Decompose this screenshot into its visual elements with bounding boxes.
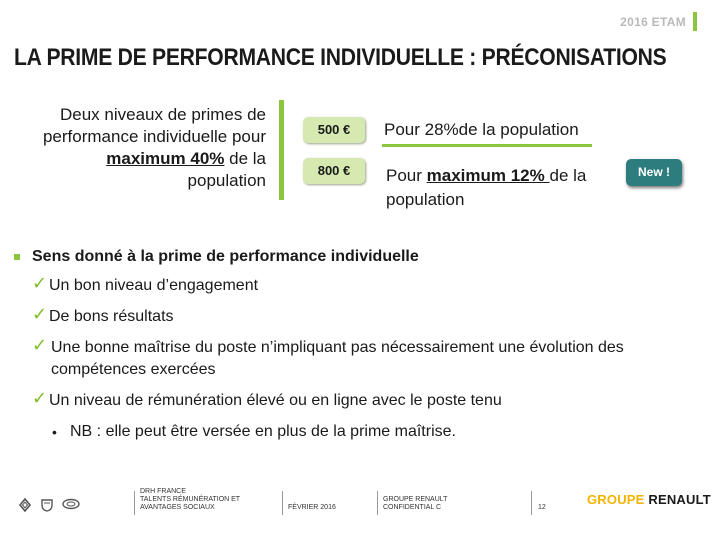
footer-department — [140, 488, 240, 512]
level1-text — [384, 120, 579, 140]
brand-part1: GROUPE — [587, 492, 645, 507]
badge-label: 2016 ETAM — [620, 15, 686, 29]
section-heading-text: Sens donné à la prime de performance individuelle — [32, 248, 419, 265]
dot-bullet-icon: • — [52, 424, 57, 440]
footer-dept-line2: TALENTS RÉMUNÉRATION ET — [140, 496, 241, 503]
level1-underline — [382, 144, 592, 147]
list-item-text: Un niveau de rémunération élevé ou en ligne avec le poste tenu — [49, 392, 502, 409]
renault-diamond-icon — [18, 498, 32, 512]
bullet-section — [12, 248, 702, 443]
footer-conf-line2: CONFIDENTIAL C — [383, 504, 442, 511]
badge-bar — [693, 12, 697, 31]
section-heading — [12, 248, 702, 266]
checkmark-icon: ✓ — [32, 273, 48, 294]
level2-text2: de la population — [386, 166, 587, 209]
brand-part2: RENAULT — [644, 492, 711, 507]
list-item-text: Un bon niveau d’engagement — [49, 277, 259, 294]
footer-dept-line3: AVANTAGES SOCIAUX — [140, 504, 215, 511]
nb-item — [12, 421, 702, 443]
footer-sep-4 — [531, 491, 532, 515]
amount-500-box: 500 € — [303, 117, 365, 143]
checkmark-icon: ✓ — [32, 304, 48, 325]
checkmark-icon: ✓ — [32, 335, 48, 356]
intro-bold: maximum 40% — [106, 149, 225, 168]
intro-text — [36, 104, 266, 192]
level2-text1: Pour — [386, 166, 427, 185]
footer-sep-3 — [377, 491, 378, 515]
level2-text — [386, 164, 616, 212]
level1-text1: Pour 28% — [384, 120, 459, 139]
level1-text2: de la population — [458, 120, 579, 139]
checkmark-icon: ✓ — [32, 388, 48, 409]
amount-800-box: 800 € — [303, 158, 365, 184]
list-item — [12, 337, 702, 381]
footer-sep-2 — [282, 491, 283, 515]
footer-page-number: 12 — [538, 504, 546, 511]
list-item-text: De bons résultats — [49, 308, 174, 325]
new-button[interactable]: New ! — [626, 159, 682, 186]
footer-confidential — [383, 496, 447, 512]
footer-dept-line1: DRH FRANCE — [140, 488, 186, 495]
page-title: LA PRIME DE PERFORMANCE INDIVIDUELLE : PRÉCONISATIONS — [14, 44, 667, 71]
nb-text: NB : elle peut être versée en plus de la prime maîtrise. — [70, 423, 456, 440]
intro-part1: Deux niveaux de primes de performance individuelle pour — [42, 105, 266, 146]
vertical-divider — [279, 100, 284, 200]
samsung-oval-icon — [62, 498, 80, 510]
footer-date: FÉVRIER 2016 — [288, 504, 336, 511]
dacia-shield-icon — [41, 498, 53, 512]
groupe-renault-logo — [587, 492, 711, 507]
square-bullet-icon — [14, 254, 20, 260]
list-item — [12, 275, 702, 297]
list-item-text: Une bonne maîtrise du poste n’impliquant pas nécessairement une évolution des compétences exercées — [51, 339, 624, 378]
level2-bold: maximum 12% — [426, 166, 550, 185]
intro-part2: de la population — [187, 149, 266, 190]
footer — [0, 488, 720, 528]
list-item — [12, 306, 702, 328]
list-item — [12, 390, 702, 412]
footer-conf-line1: GROUPE RENAULT — [383, 496, 448, 503]
footer-sep-1 — [134, 491, 135, 515]
